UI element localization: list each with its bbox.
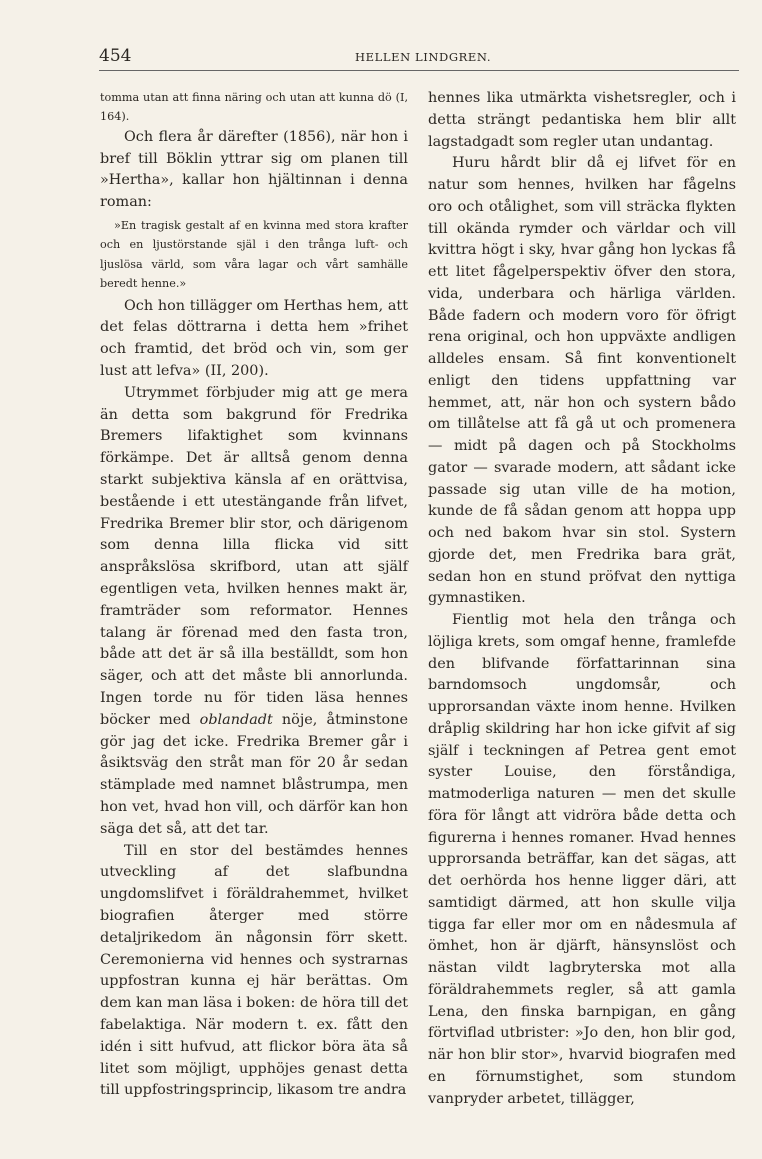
right-column	[428, 88, 736, 1110]
paragraph-text: nöje, åtminstone gör jag det icke. Fredrika Bremer går i åsiktsväg den stråt man för 20 år sedan stämplade med namnet blåstrumpa, men hon vet, hvad hon vill, och därför kan hon säga det så, att det tar.	[100, 711, 408, 837]
paragraph: Huru hårdt blir då ej lifvet för en natur som hennes, hvilken har fågelns oro och otålighet, som vill sträcka flykten till okända rymder och världar och vill kvittra högt i sky, hvar gång hon lyckas få ett litet fågelperspektiv öfver den stora, vida, underbara och härliga världen. Både fadern och modern voro för öfrigt rena original, och hon uppväxte andligen alldeles ensam. Så fint konventionelt enligt den tidens uppfattning var hemmet, att, när hon och systern bådo om tillåtelse att få gå ut och promenera — midt på dagen och på Stockholms gator — svarade modern, att sådant icke passade sig utan ville de ha motion, kunde de få sådan genom att hoppa upp och ned bakom hvar sin stol. Systern gjorde det, men Fredrika bara grät, sedan hon en stund pröfvat den nyttiga gymnastiken.	[428, 155, 736, 607]
paragraph: Och hon tillägger om Herthas hem, att det felas döttrarna i detta hem »frihet och framtid, det bröd och vin, som ger lust att lefva» (II, 200).	[100, 297, 408, 380]
header-rule	[99, 70, 739, 71]
block-quote: »En tragisk gestalt af en kvinna med stora krafter och en ljustörstande själ i den trånga luft- och ljuslösa värld, som våra lagar och vårt samhälle beredt henne.»	[100, 219, 408, 291]
running-head: HELLEN LINDGREN.	[355, 50, 492, 64]
paragraph: Till en stor del bestämdes hennes utveckling af det slafbundna ungdomslifvet i föräldrahemmet, hvilket biografien återger med större detaljrikedom än någonsin förr skett. Ceremonierna vid hennes och systrarnas uppfostran kunna ej här berättas. Om dem kan man läsa i boken: de höra till det fabelaktiga. När modern t. ex. fått den idén i sitt hufvud, att flickor böra äta så litet som möjligt, upphöjes genast detta till uppfostringsprincip, likasom tre andra	[100, 842, 408, 1099]
italic-word: oblandadt	[199, 711, 273, 728]
paragraph	[100, 383, 408, 841]
paragraph-text: Utrymmet förbjuder mig att ge mera än detta som bakgrund för Fredrika Bremers lifaktighet som kvinnans förkämpe. Det är alltså genom denna starkt subjektiva känsla af en orättvisa, bestående i ett utestängande från lifvet, Fredrika Bremer blir stor, och därigenom som denna lilla flicka vid sitt anspråkslösa skrifbord, utan att själf egentligen veta, hvilken hennes makt är, framträder som reformator. Hennes talang är förenad med den fasta tron, både att det är så illa beställdt, som hon säger, och att det måste bli annorlunda. Ingen torde nu för tiden läsa hennes böcker med	[100, 384, 408, 728]
paragraph: Fientlig mot hela den trånga och löjliga krets, som omgaf henne, framlefde den blifvande författarinnan sina barndomsoch ungdomsår, och upprorsandan växte inom henne. Hvilken dråplig skildring har hon icke gifvit af sig själf i teckningen af Petrea gent emot syster Louise, den förståndiga, matmoderliga naturen — men det skulle föra för långt att vidröra både detta och figurerna i hennes romaner. Hvad hennes upprorsanda beträffar, kan det sägas, att det oerhörda hos henne ligger däri, att samtidigt därmed, att hon skulle vilja tigga far eller mor om en nådesmula af ömhet, hon är djärft, hänsynslöst och nästan vildt lagbryterska mot alla föräldrahemmets regler, så att gamla Lena, den finska barnpigan, en gång förtviflad utbrister: »Jo den, hon blir god, när hon blir stor», hvarvid biografen med en förnumstighet, som stundom vanpryder arbetet, tillägger,	[428, 612, 736, 1107]
paragraph-continued: hennes lika utmärkta vishetsregler, och i detta strängt pedantiska hem blir allt lagstadgadt som regler utan undantag.	[428, 90, 736, 150]
paragraph-continued: tomma utan att finna näring och utan att kunna dö (I, 164).	[100, 91, 408, 124]
paragraph: Och flera år därefter (1856), när hon i bref till Böklin yttrar sig om planen till »Hertha», kallar hon hjältinnan i denna roman:	[100, 128, 408, 211]
left-column	[100, 88, 408, 1102]
page-number: 454	[99, 46, 132, 66]
